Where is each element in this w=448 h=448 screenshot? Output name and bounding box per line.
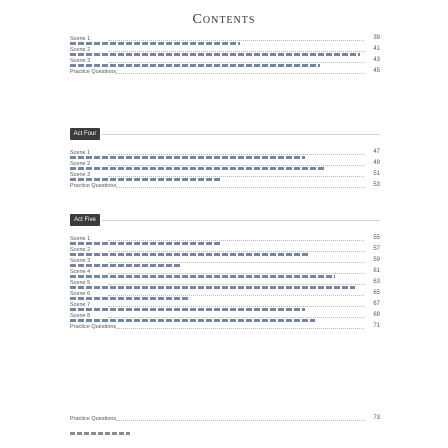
- page-title: Contents: [192, 12, 256, 27]
- toc-entry-description: [70, 319, 315, 322]
- toc-entry[interactable]: [70, 324, 380, 335]
- toc-entry-description: [70, 297, 190, 300]
- toc-entry-page: 43: [373, 57, 380, 63]
- toc-section-act-five: [70, 236, 380, 335]
- toc-entry-page: 59: [373, 257, 380, 263]
- toc-entry-label: Scene 4: [70, 269, 91, 275]
- toc-entry[interactable]: [70, 291, 380, 302]
- toc-entry-description: [70, 308, 305, 311]
- toc-entry[interactable]: [70, 183, 380, 194]
- toc-entry-page: 57: [373, 246, 380, 252]
- dot-leader: [108, 262, 364, 263]
- toc-entry-description: [70, 64, 320, 67]
- credits-text: [70, 432, 130, 435]
- toc-entry-description: [70, 53, 360, 56]
- toc-entry[interactable]: [70, 161, 380, 172]
- toc-entry-description: [70, 178, 220, 181]
- toc-entry-label: Scene 8: [70, 313, 91, 319]
- toc-entry-label: Scene 3: [70, 58, 91, 64]
- toc-entry-label: Scene 6: [70, 291, 91, 297]
- divider: [102, 220, 380, 221]
- dot-leader: [108, 284, 364, 285]
- toc-entry-label: Scene 2: [70, 247, 91, 253]
- toc-entry[interactable]: [70, 258, 380, 269]
- toc-entry-page: 73: [373, 415, 380, 421]
- toc-entry-page: 41: [373, 46, 380, 52]
- dot-leader: [108, 306, 364, 307]
- toc-entry[interactable]: [70, 236, 380, 247]
- toc-entry[interactable]: [70, 280, 380, 291]
- toc-entry-page: 45: [373, 68, 380, 74]
- dot-leader: [116, 187, 364, 188]
- toc-entry-label: Scene 3: [70, 258, 91, 264]
- toc-entry-description: [70, 275, 335, 278]
- toc-entry-page: 53: [373, 182, 380, 188]
- toc-entry-page: 69: [373, 312, 380, 318]
- divider: [102, 134, 380, 135]
- toc-entry[interactable]: [70, 416, 380, 427]
- toc-entry-label: Practice Questions: [70, 324, 117, 330]
- toc-entry[interactable]: [70, 269, 380, 280]
- toc-entry-label: Scene 2: [70, 47, 91, 53]
- toc-entry-description: [70, 253, 310, 256]
- act-five-heading: Act Five: [70, 214, 100, 226]
- dot-leader: [108, 165, 364, 166]
- toc-entry-label: Practice Questions: [70, 69, 117, 75]
- toc-entry-label: Scene 1: [70, 236, 91, 242]
- toc-entry-description: [70, 156, 305, 159]
- toc-entry-description: [70, 286, 355, 289]
- toc-entry-page: 63: [373, 279, 380, 285]
- toc-entry-page: 51: [373, 171, 380, 177]
- toc-entry-label: Scene 5: [70, 280, 91, 286]
- dot-leader: [108, 62, 364, 63]
- toc-entry-page: 65: [373, 290, 380, 296]
- dot-leader: [116, 420, 364, 421]
- toc-entry-label: Scene 7: [70, 302, 91, 308]
- toc-entry[interactable]: [70, 302, 380, 313]
- toc-section-final: [70, 416, 380, 427]
- toc-entry-page: 61: [373, 268, 380, 274]
- toc-entry-page: 55: [373, 235, 380, 241]
- toc-entry-page: 49: [373, 160, 380, 166]
- dot-leader: [108, 176, 364, 177]
- toc-entry-label: Practice Questions: [70, 416, 117, 422]
- dot-leader: [116, 73, 364, 74]
- toc-entry-description: [70, 242, 220, 245]
- dot-leader: [108, 40, 364, 41]
- toc-entry[interactable]: [70, 150, 380, 161]
- toc-entry-page: 47: [373, 149, 380, 155]
- toc-entry-page: 39: [373, 35, 380, 41]
- dot-leader: [108, 273, 364, 274]
- toc-entry[interactable]: [70, 58, 380, 69]
- act-four-heading: Act Four: [70, 128, 100, 140]
- dot-leader: [108, 295, 364, 296]
- toc-entry[interactable]: [70, 313, 380, 324]
- toc-entry[interactable]: [70, 247, 380, 258]
- dot-leader: [108, 251, 364, 252]
- toc-entry-label: Scene 2: [70, 161, 91, 167]
- toc-section-act-four: [70, 150, 380, 194]
- toc-entry-label: Scene 1: [70, 36, 91, 42]
- toc-entry-label: Scene 3: [70, 172, 91, 178]
- toc-entry-label: Practice Questions: [70, 183, 117, 189]
- toc-entry[interactable]: [70, 36, 380, 47]
- toc-entry-label: Scene 1: [70, 150, 91, 156]
- toc-entry-page: 67: [373, 301, 380, 307]
- toc-entry[interactable]: [70, 47, 380, 58]
- toc-section-act-three: [70, 36, 380, 80]
- toc-entry-description: [70, 42, 240, 45]
- toc-entry-page: 71: [373, 323, 380, 329]
- toc-entry[interactable]: [70, 69, 380, 80]
- dot-leader: [108, 154, 364, 155]
- toc-entry[interactable]: [70, 172, 380, 183]
- toc-entry-description: [70, 264, 180, 267]
- dot-leader: [116, 328, 364, 329]
- dot-leader: [108, 51, 364, 52]
- toc-entry-description: [70, 167, 325, 170]
- dot-leader: [108, 317, 364, 318]
- dot-leader: [108, 240, 364, 241]
